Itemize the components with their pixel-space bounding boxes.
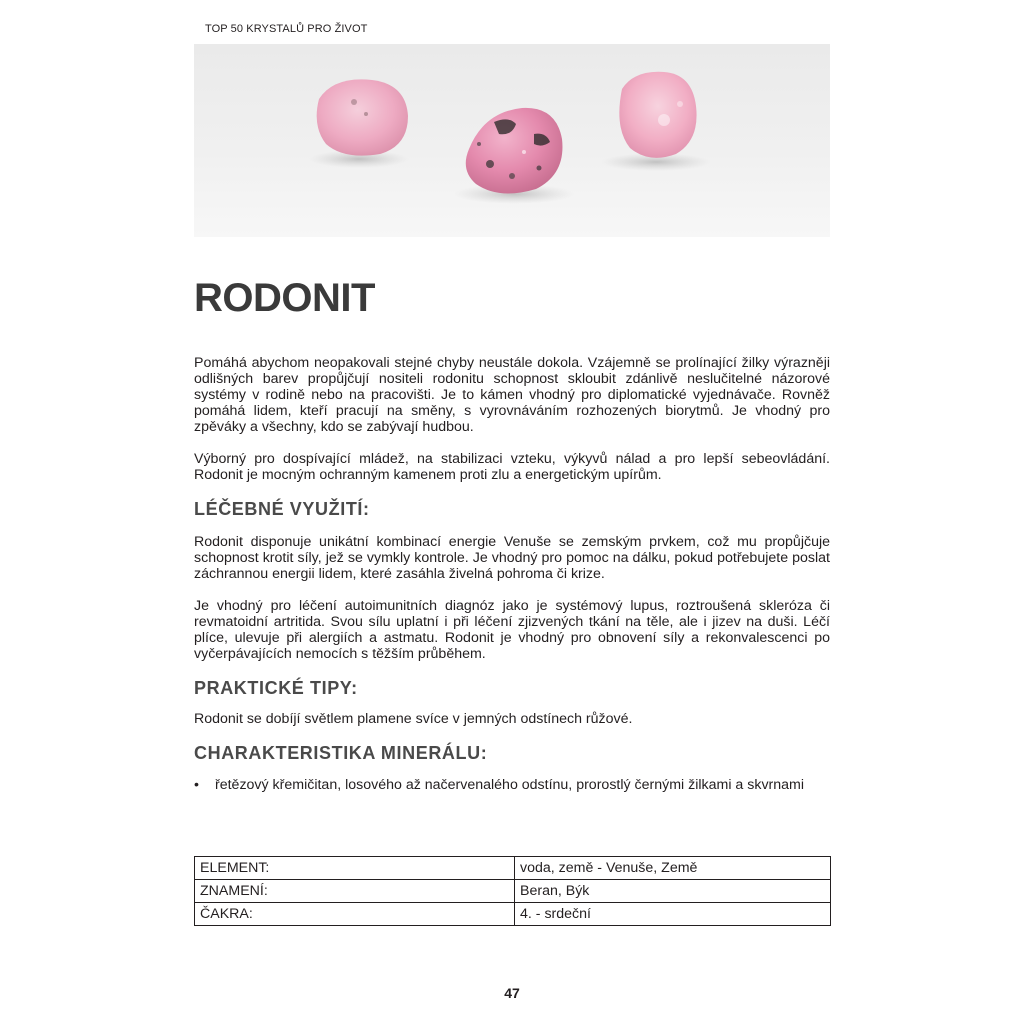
page-number: 47 (504, 985, 520, 1001)
running-header: TOP 50 KRYSTALŮ PRO ŽIVOT (205, 23, 368, 35)
healing-paragraph-2: Je vhodný pro léčení autoimunitních diagnóz jako je systémový lupus, roztroušená skleróza či revmatoidní artritida. Svou sílu uplatní i při léčení zjizvených tkání na těle, ale i jizev na duši. Léčí plíce, ulevuje při alergiích a astmatu. Rodonit je vhodný pro obnovení síly a rekonvalescenci po vyčerpávajících nemocích s těžším průběhem. (194, 598, 830, 662)
mineral-description: řetězový křemičitan, losového až načervenalého odstínu, prorostlý černými žilkami a skvrnami (215, 777, 805, 793)
table-row (195, 903, 831, 926)
list-item (194, 777, 830, 793)
bullet-icon: • (194, 777, 199, 793)
chakra-value: 4. - srdeční (515, 903, 831, 926)
intro-paragraph-1: Pomáhá abychom neopakovali stejné chyby neustále dokola. Vzájemně se prolínající žilky výrazněji odlišných barev propůjčují nositeli rodonitu schopnost skloubit zdánlivě neslučitelné názorové systémy v rodině nebo na pracovišti. Je to kámen vhodný pro diplomatické vyjednávače. Rovněž pomáhá lidem, kteří pracují na směny, s vyrovnáváním rozhozených biorytmů. Je vhodný pro zpěváky a všechny, kdo se zabývají hudbou. (194, 355, 830, 435)
rhodonite-photo (194, 44, 830, 237)
element-value: voda, země - Venuše, Země (515, 857, 831, 880)
mineral-heading: CHARAKTERISTIKA MINERÁLU: (194, 743, 488, 763)
rhodonite-stones-illustration (194, 44, 830, 237)
element-label: ELEMENT: (195, 857, 515, 880)
properties-table (194, 856, 831, 926)
healing-paragraph-1: Rodonit disponuje unikátní kombinací energie Venuše se zemským prvkem, což mu propůjčuje schopnost krotit síly, jež se vymkly kontrole. Je vhodný pro pomoc na dálku, pokud potřebujete poslat záchrannou energii lidem, které zasáhla živelná pohroma či krize. (194, 534, 830, 582)
chakra-label: ČAKRA: (195, 903, 515, 926)
page-title: RODONIT (194, 276, 375, 320)
table-row (195, 880, 831, 903)
sign-label: ZNAMENÍ: (195, 880, 515, 903)
table-row (195, 857, 831, 880)
sign-value: Beran, Býk (515, 880, 831, 903)
tips-paragraph: Rodonit se dobíjí světlem plamene svíce v jemných odstínech růžové. (194, 711, 633, 727)
healing-heading: LÉČEBNÉ VYUŽITÍ: (194, 499, 370, 519)
tips-heading: PRAKTICKÉ TIPY: (194, 678, 358, 698)
intro-paragraph-2: Výborný pro dospívající mládež, na stabilizaci vzteku, výkyvů nálad a pro lepší sebeovládání. Rodonit je mocným ochranným kamenem proti zlu a energetickým upírům. (194, 451, 830, 483)
